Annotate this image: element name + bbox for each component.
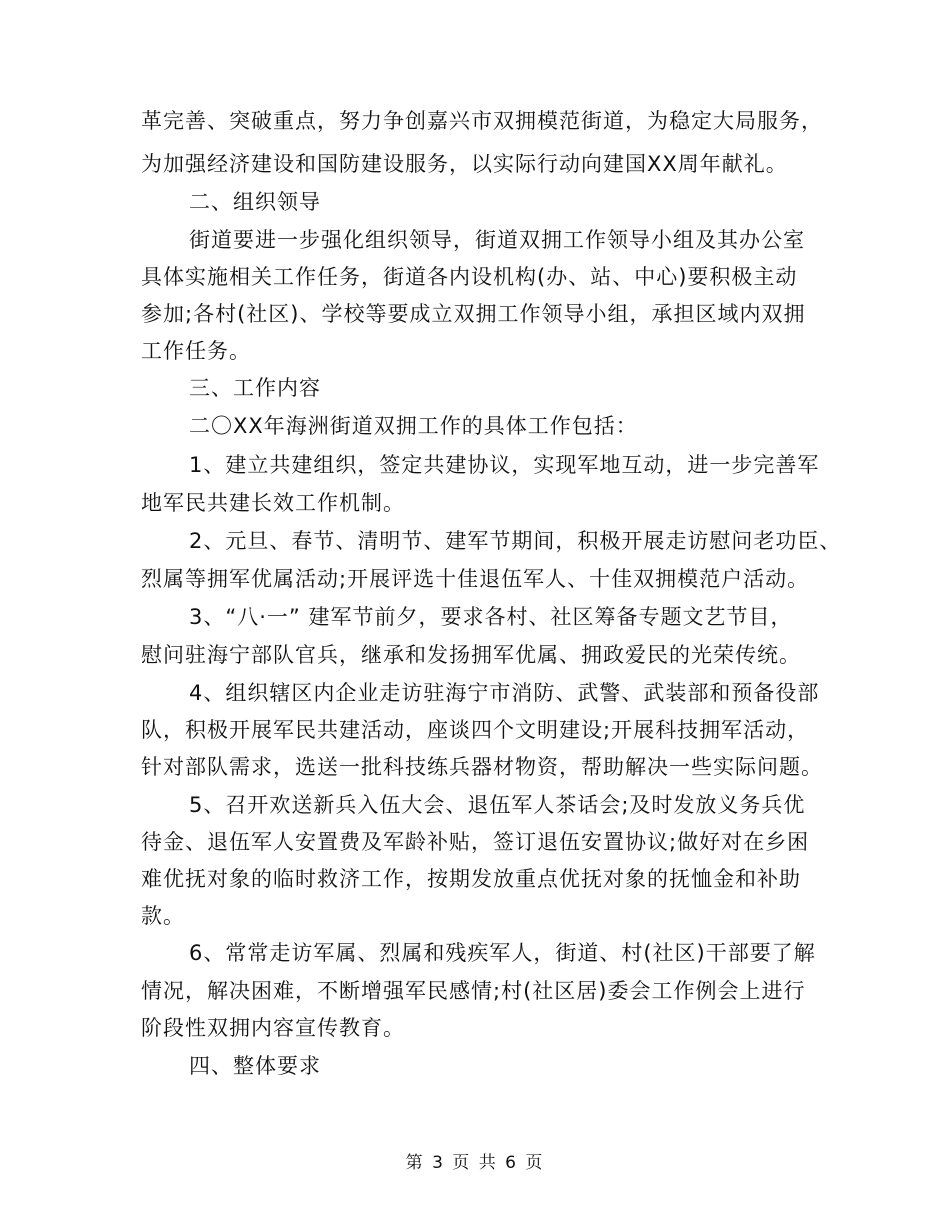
text-line: 革完善、突破重点，努力争创嘉兴市双拥模范街道，为稳定大局服务， [141,109,823,133]
text-line: 待金、退伍军人安置费及军龄补贴，签订退伍安置协议;做好对在乡困 [141,830,810,854]
text-line: 阶段性双拥内容宣传教育。 [141,1016,405,1040]
text-line: 款。 [141,904,185,928]
text-line: 烈属等拥军优属活动;开展评选十佳退伍军人、十佳双拥模范户活动。 [141,567,810,591]
text-line: 工作任务。 [141,339,251,363]
text-line: 4、组织辖区内企业走访驻海宁市消防、武警、武装部和预备役部 [189,681,820,705]
section-heading: 四、整体要求 [189,1054,321,1078]
text-line: 为加强经济建设和国防建设服务，以实际行动向建国XX周年献礼。 [141,152,788,176]
text-line: 慰问驻海宁部队官兵，继承和发扬拥军优属、拥政爱民的光荣传统。 [141,643,801,667]
text-line: 6、常常走访军属、烈属和残疾军人，街道、村(社区)干部要了解 [189,941,816,965]
text-line: 5、召开欢送新兵入伍大会、退伍军人茶话会;及时发放义务兵优 [189,793,806,817]
page-number-footer: 第 3 页 共 6 页 [405,1153,545,1173]
text-line: 街道要进一步强化组织领导，街道双拥工作领导小组及其办公室 [189,228,805,252]
text-line: 队，积极开展军民共建活动，座谈四个文明建设;开展科技拥军活动， [141,718,810,742]
text-line: 地军民共建长效工作机制。 [141,491,405,515]
text-line: 2、元旦、春节、清明节、建军节期间，积极开展走访慰问老功臣、 [189,529,842,553]
text-line: 情况，解决困难，不断增强军民感情;村(社区居)委会工作例会上进行 [141,979,806,1003]
text-line: 3、“八·一” 建军节前夕，要求各村、社区筹备专题文艺节目， [189,605,793,629]
text-line: 二〇XX年海洲街道双拥工作的具体工作包括： [189,414,638,438]
section-heading: 三、工作内容 [189,376,321,400]
text-line: 具体实施相关工作任务，街道各内设机构(办、站、中心)要积极主动 [141,265,798,289]
section-heading: 二、组织领导 [189,190,321,214]
text-line: 难优抚对象的临时救济工作，按期发放重点优抚对象的抚恤金和补助 [141,867,801,891]
text-line: 参加;各村(社区)、学校等要成立双拥工作领导小组，承担区域内双拥 [141,302,806,326]
text-line: 针对部队需求，选送一批科技练兵器材物资，帮助解决一些实际问题。 [141,755,823,779]
text-line: 1、建立共建组织，签定共建协议，实现军地互动，进一步完善军 [189,453,820,477]
